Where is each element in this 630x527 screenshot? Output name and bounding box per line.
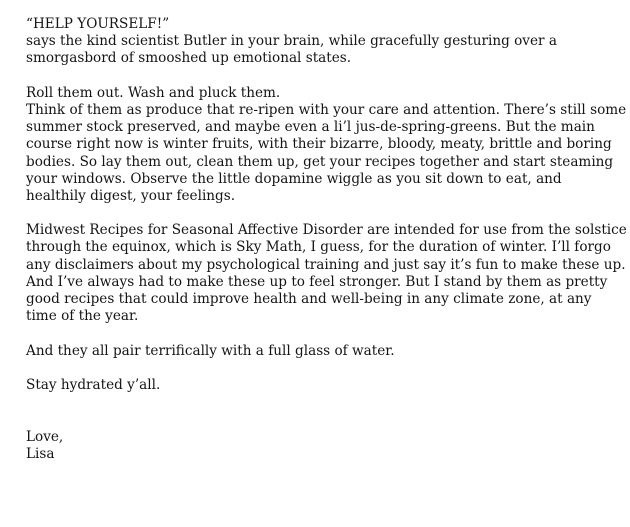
paragraph-3: And they all pair terrifically with a full glass of water. — [26, 342, 395, 359]
paragraph-line: Roll them out. Wash and pluck them. — [26, 84, 281, 101]
intro-line: says the kind scientist Butler in your brain, while gracefully gesturing over a — [26, 33, 557, 50]
paragraph-1 — [26, 84, 627, 205]
paragraph-line: Think of them as produce that re-ripen with your care and attention. There’s still some — [26, 101, 627, 118]
paragraph-line: course right now is winter fruits, with their bizarre, bloody, meaty, brittle and boring — [26, 136, 612, 153]
paragraph-line: Midwest Recipes for Seasonal Affective Disorder are intended for use from the solstice — [26, 222, 627, 239]
intro-line: smorgasbord of smooshed up emotional states. — [26, 50, 352, 67]
letter — [26, 16, 627, 463]
paragraph-line: good recipes that could improve health and well-being in any climate zone, at any — [26, 291, 592, 307]
intro-line: “HELP YOURSELF!” — [26, 16, 170, 32]
paragraph-line: through the equinox, which is Sky Math, I guess, for the duration of winter. I’ll forgo — [26, 239, 611, 256]
closing: Love, — [26, 428, 64, 445]
paragraph-4: Stay hydrated y’all. — [26, 376, 161, 393]
paragraph-spacer — [26, 205, 616, 222]
paragraph-line: bodies. So lay them out, clean them up, get your recipes together and start steaming — [26, 153, 614, 170]
intro-block — [26, 16, 616, 68]
paragraph-line: any disclaimers about my psychological training and just say it’s fun to make these up. — [26, 256, 626, 273]
closing-spacer — [26, 394, 616, 428]
paragraph-spacer — [26, 325, 616, 342]
paragraph-line: And I’ve always had to make these up to feel stronger. But I stand by them as pretty — [26, 273, 608, 290]
paragraph-line: your windows. Observe the little dopamine wiggle as you sit down to eat, and — [26, 170, 562, 187]
paragraph-line: time of the year. — [26, 308, 139, 325]
paragraph-line: summer stock preserved, and maybe even a li’l jus-de-spring-greens. But the main — [26, 119, 595, 136]
paragraph-spacer — [26, 68, 616, 85]
signature: Lisa — [26, 445, 55, 462]
paragraph-line: healthily digest, your feelings. — [26, 187, 236, 204]
paragraph-spacer — [26, 360, 616, 377]
paragraph-2 — [26, 222, 627, 325]
